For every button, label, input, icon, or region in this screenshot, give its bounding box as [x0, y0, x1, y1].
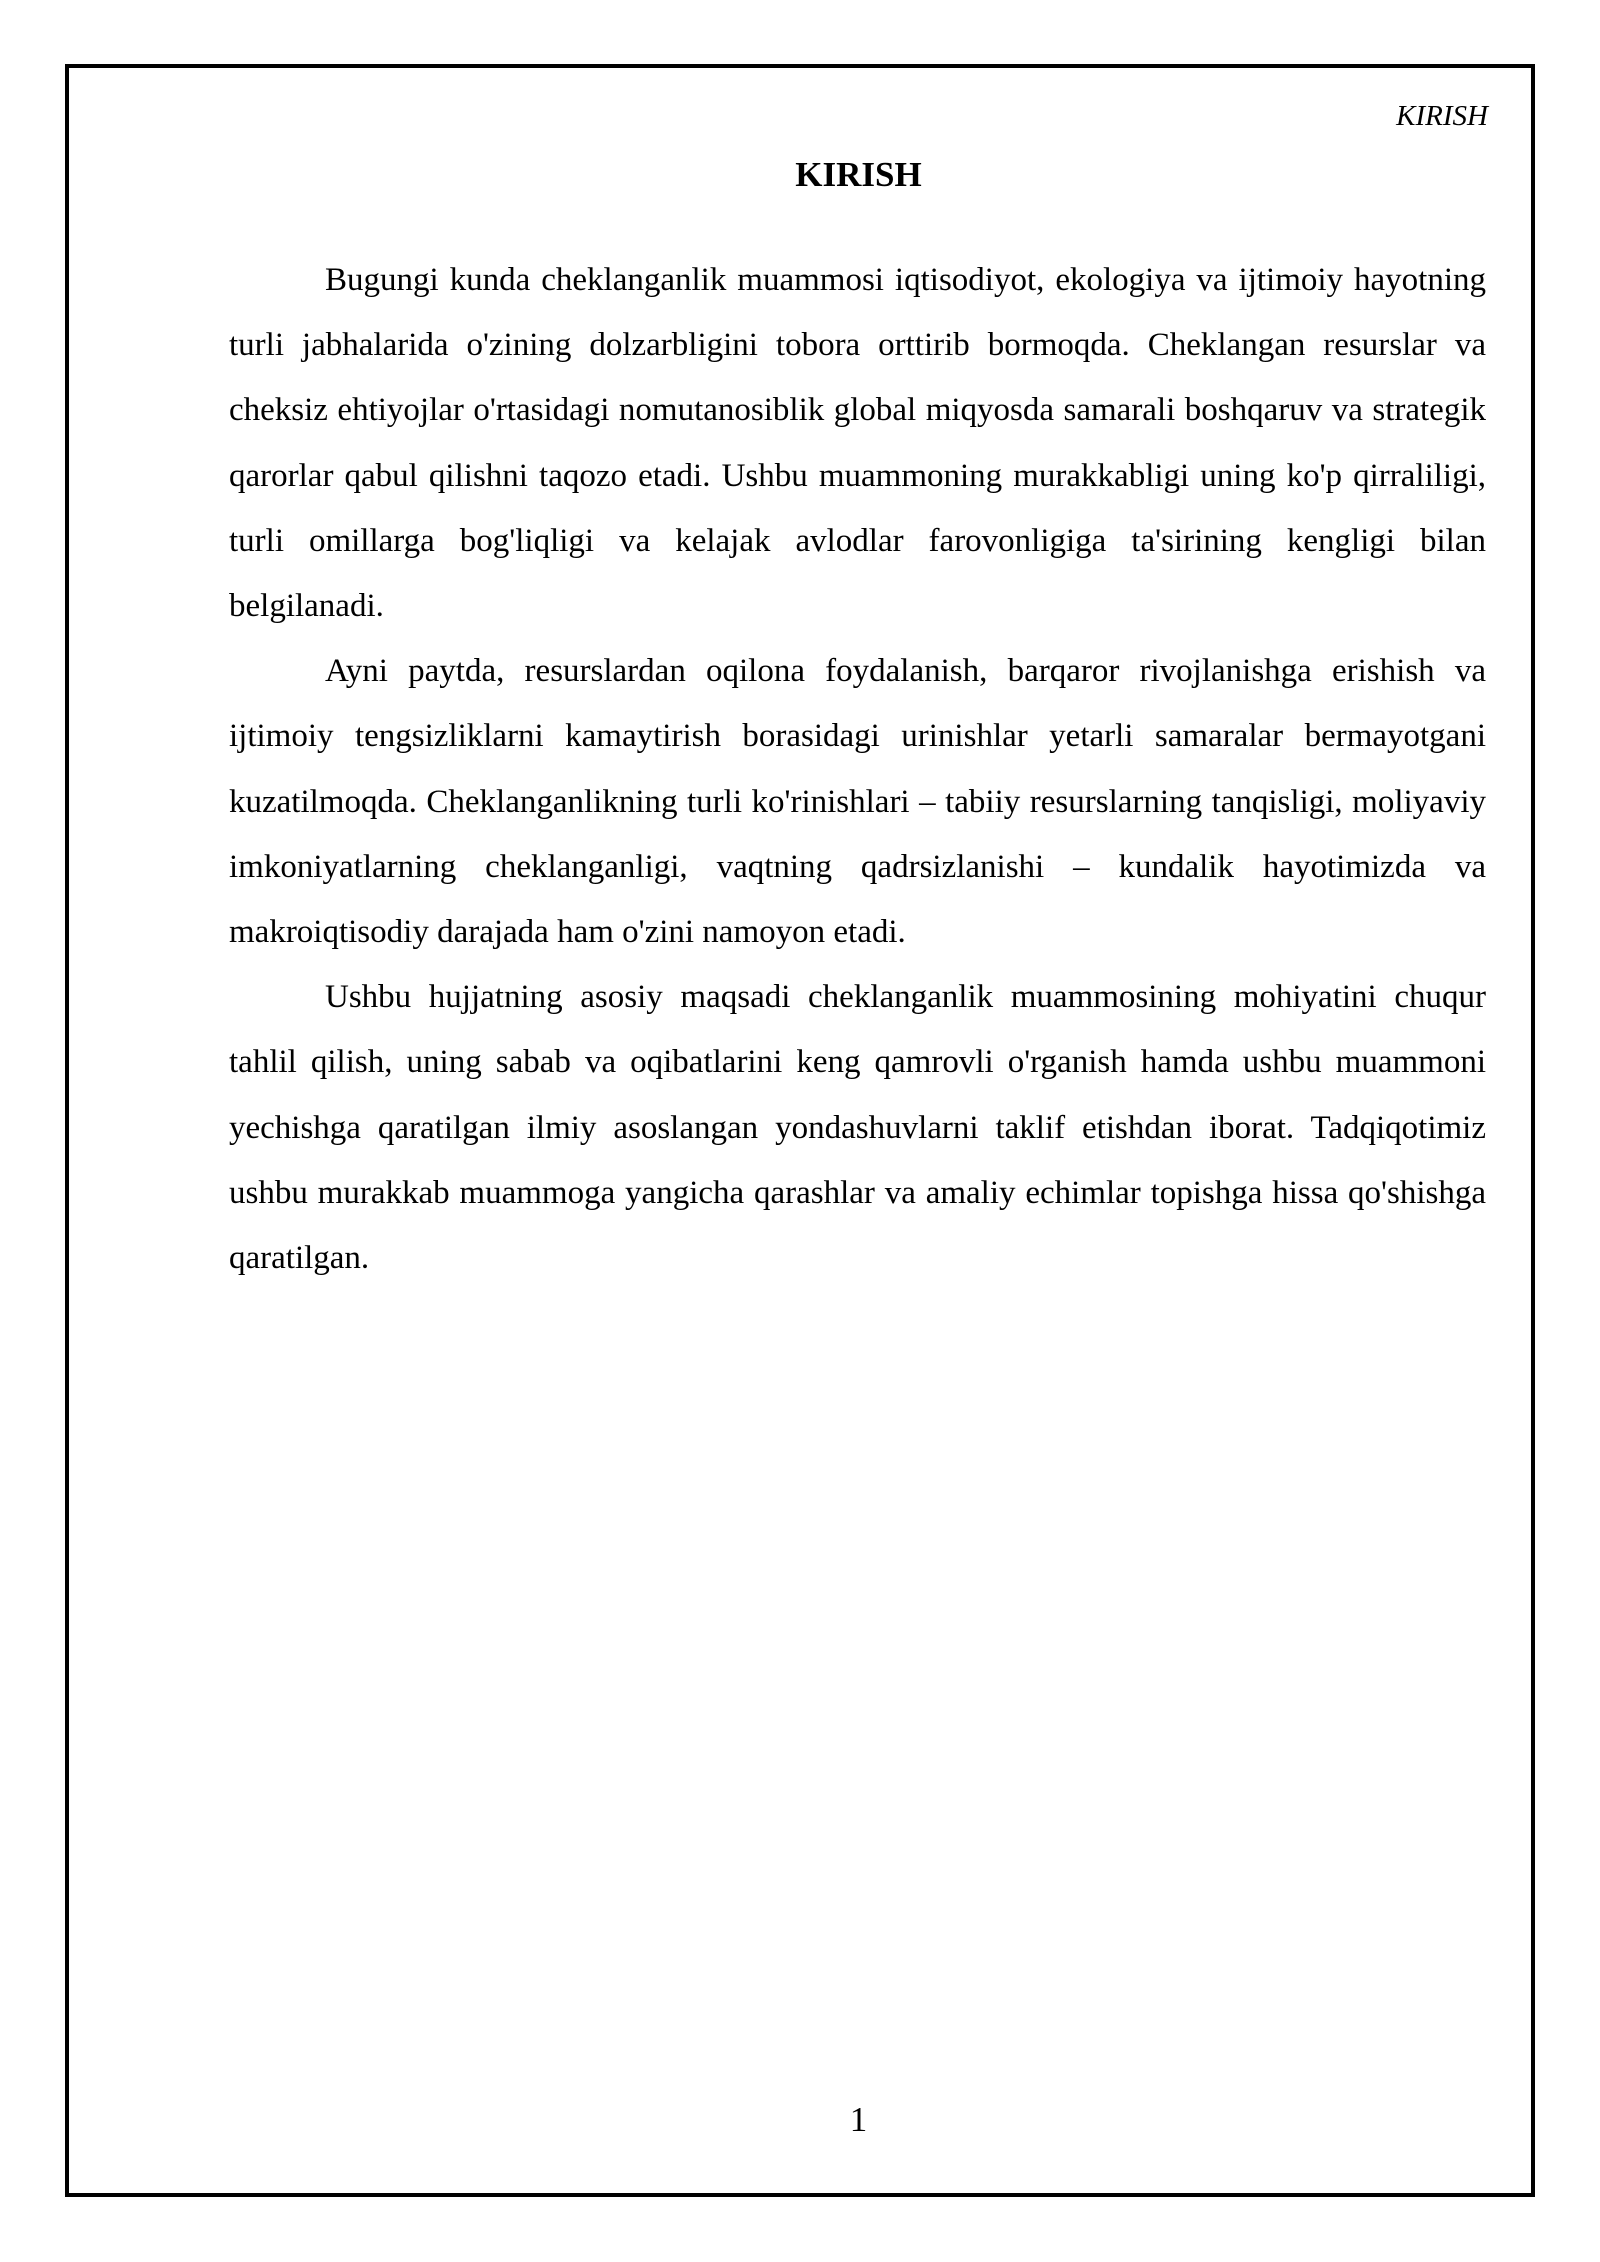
paragraph-3: Ushbu hujjatning asosiy maqsadi cheklanganlik muammosining mohiyatini chuqur tahlil qilish, uning sabab va oqibatlarini keng qamrovli o'rganish hamda ushbu muammoni yechishga qaratilgan ilmiy asoslangan yondashuvlarni taklif etishdan iborat. Tadqiqotimiz ushbu murakkab muammoga yangicha qarashlar va amaliy echimlar topishga hissa qo'shishga qaratilgan. [229, 979, 1486, 1277]
paragraph-1: Bugungi kunda cheklanganlik muammosi iqtisodiyot, ekologiya va ijtimoiy hayotning turli jabhalarida o'zining dolzarbligini tobora orttirib bormoqda. Cheklangan resurslar va cheksiz ehtiyojlar o'rtasidagi nomutanosiblik global miqyosda samarali boshqaruv va strategik qarorlar qabul qilishni taqozo etadi. Ushbu muammoning murakkabligi uning ko'p qirraliligi, turli omillarga bog'liqligi va kelajak avlodlar farovonligiga ta'sirining kengligi bilan belgilanadi. [229, 262, 1486, 625]
document-body [229, 248, 1486, 1291]
running-header: KIRISH [1396, 100, 1488, 132]
page-title: KIRISH [795, 155, 922, 194]
page-number: 1 [849, 2100, 868, 2139]
paragraph-2: Ayni paytda, resurslardan oqilona foydalanish, barqaror rivojlanishga erishish va ijtimoiy tengsizliklarni kamaytirish borasidagi urinishlar yetarli samaralar bermayotgani kuzatilmoqda. Cheklanganlikning turli ko'rinishlari – tabiiy resurslarning tanqisligi, moliyaviy imkoniyatlarning cheklanganligi, vaqtning qadrsizlanishi – kundalik hayotimizda va makroiqtisodiy darajada ham o'zini namoyon etadi. [229, 653, 1486, 951]
